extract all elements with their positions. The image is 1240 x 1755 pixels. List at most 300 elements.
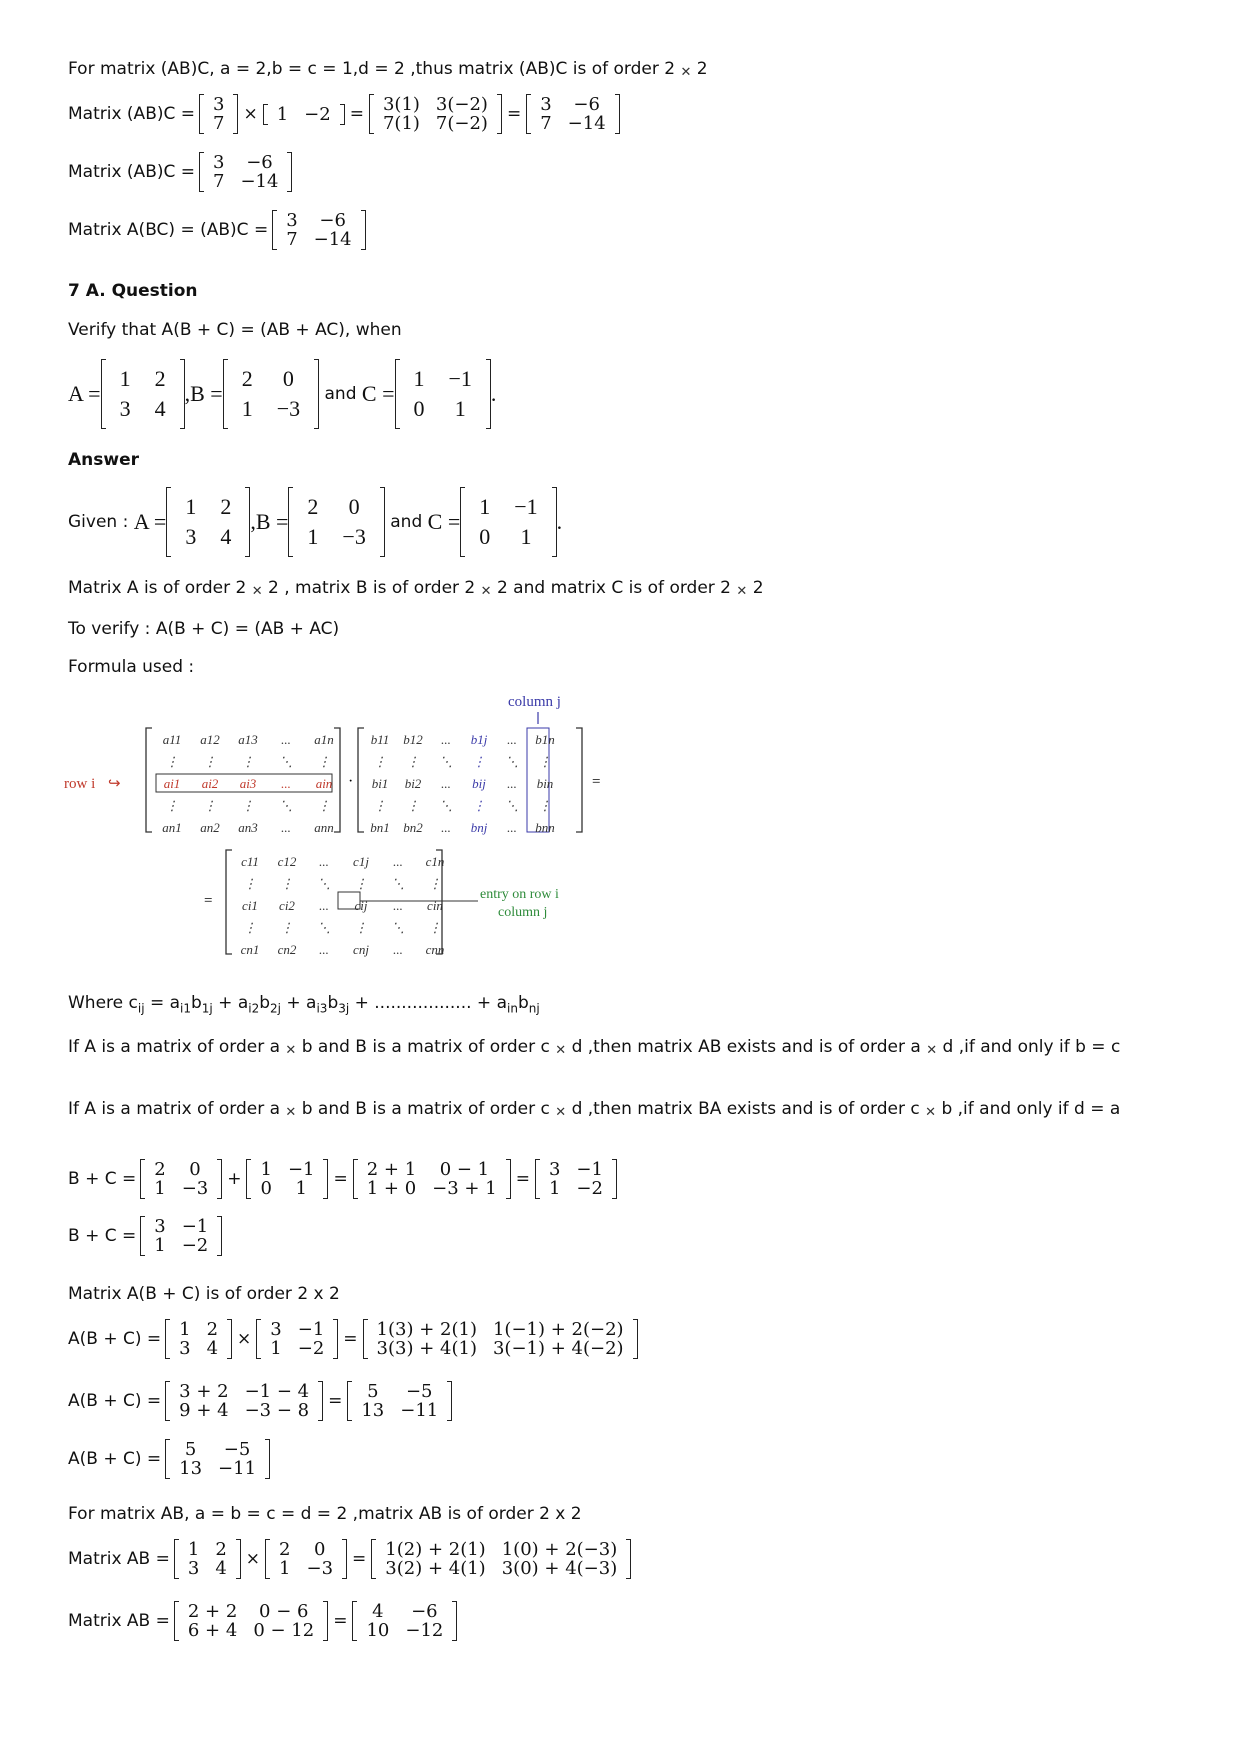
cell: 2 bbox=[220, 494, 232, 519]
matrix-label: ,B = bbox=[184, 381, 223, 406]
figure-matrix-cell: ... bbox=[393, 898, 403, 913]
row-i-label: row i bbox=[64, 776, 96, 792]
figure-matrix-cell: c1j bbox=[353, 854, 369, 869]
cell: 7(1) bbox=[382, 113, 420, 134]
figure-matrix-cell: ⋮ bbox=[317, 798, 331, 813]
figure-matrix-cell: ⋮ bbox=[538, 798, 552, 813]
plus-sign: + bbox=[227, 1169, 242, 1189]
times-sign: × bbox=[243, 104, 258, 124]
cell: 0 bbox=[189, 1159, 201, 1180]
cell: 1(−1) + 2(−2) bbox=[492, 1319, 624, 1340]
cell: 5 bbox=[184, 1439, 197, 1460]
cell: −5 bbox=[405, 1381, 433, 1402]
cell: 1 bbox=[279, 1558, 291, 1579]
cell: −2 bbox=[576, 1178, 603, 1199]
figure-matrix-cell: ⋮ bbox=[203, 754, 217, 769]
cell: 0 bbox=[348, 494, 360, 519]
cell: 3 + 2 bbox=[179, 1381, 229, 1402]
equation-label: A(B + C) = bbox=[68, 1449, 162, 1469]
equation-label: Matrix (AB)C = bbox=[68, 104, 196, 124]
figure-matrix-cell: ... bbox=[319, 898, 329, 913]
cell: −3 bbox=[181, 1178, 209, 1199]
matrix bbox=[165, 1382, 323, 1420]
cell: 3(0) + 4(−3) bbox=[501, 1558, 618, 1579]
cell: 10 bbox=[366, 1620, 390, 1641]
figure-matrix-cell: ai3 bbox=[239, 776, 257, 791]
text: + .................. + a bbox=[349, 993, 507, 1013]
figure-matrix-cell: ... bbox=[281, 820, 291, 835]
cell: 1 bbox=[520, 524, 532, 549]
times-icon: ✕ bbox=[555, 1043, 567, 1058]
text: b and B is a matrix of order c bbox=[296, 1037, 556, 1057]
figure-matrix-cell: b11 bbox=[370, 732, 390, 747]
figure-matrix-cell: ⋮ bbox=[373, 798, 387, 813]
figure-matrix-cell: bij bbox=[472, 776, 486, 791]
where-definition: Where $c_{ij} = a_{i1}b_{1j} + a_{i2}b_{2j} + a_{i3}b_{3j}$ + .................. + $a_{in}b_{nj}$ bbox=[68, 993, 540, 1016]
cell: 1(0) + 2(−3) bbox=[501, 1539, 618, 1560]
cell: 1(2) + 2(1) bbox=[385, 1539, 486, 1560]
times-icon: ✕ bbox=[925, 1105, 937, 1120]
cell: −11 bbox=[400, 1400, 439, 1421]
equation-a-bc-1 bbox=[68, 1320, 638, 1358]
cell: 1 bbox=[119, 366, 131, 391]
matrix bbox=[165, 1440, 270, 1478]
figure-matrix-cell: ... bbox=[441, 732, 451, 747]
cell: −6 bbox=[573, 94, 600, 115]
text: If A is a matrix of order a bbox=[68, 1099, 286, 1119]
entry-label: column j bbox=[498, 905, 548, 920]
figure-matrix-cell: c1n bbox=[425, 854, 445, 869]
cell: 0 − 1 bbox=[439, 1159, 490, 1180]
matrix bbox=[140, 1217, 222, 1255]
row-arrow-icon: ↪ bbox=[108, 776, 121, 792]
cell: 1 bbox=[413, 366, 425, 391]
matrix-b bbox=[223, 360, 319, 428]
subscript: in bbox=[507, 1001, 518, 1016]
bracket-right bbox=[334, 728, 340, 832]
figure-matrix-cell: ⋮ bbox=[354, 876, 368, 891]
figure-matrix-cell: ⋮ bbox=[241, 754, 255, 769]
cell: 7(−2) bbox=[435, 113, 488, 134]
matrix bbox=[174, 1602, 328, 1640]
cell: 3(−1) + 4(−2) bbox=[492, 1338, 624, 1359]
figure-matrix-cell: ⋮ bbox=[203, 798, 217, 813]
cell: 3 bbox=[270, 1319, 282, 1340]
figure-matrix-cell: ⋮ bbox=[280, 876, 294, 891]
figure-matrix-cell: ⋮ bbox=[243, 920, 257, 935]
cell: −2 bbox=[304, 103, 331, 125]
cell: 1 bbox=[479, 494, 491, 519]
figure-matrix-cell: ⋱ bbox=[505, 798, 519, 813]
equation-a-bc-2 bbox=[68, 1382, 452, 1420]
figure-matrix-cell: bnj bbox=[470, 820, 488, 835]
text: = a bbox=[144, 993, 181, 1013]
bracket-left bbox=[358, 728, 364, 832]
text: b ,if and only if d = a bbox=[936, 1099, 1121, 1119]
figure-matrix-cell: ⋱ bbox=[317, 920, 331, 935]
bracket-right bbox=[576, 728, 582, 832]
figure-matrix-cell: bn1 bbox=[370, 820, 390, 835]
text: 2 , matrix B is of order 2 bbox=[262, 578, 481, 598]
cell: 4 bbox=[206, 1338, 219, 1359]
to-verify: To verify : A(B + C) = (AB + AC) bbox=[68, 619, 340, 639]
equals-sign: = bbox=[506, 104, 522, 124]
period: . bbox=[490, 381, 497, 406]
equation-label: A(B + C) = bbox=[68, 1329, 162, 1349]
cell: −3 bbox=[276, 396, 301, 421]
subscript: ij bbox=[137, 1001, 145, 1016]
cell: 1 bbox=[548, 1178, 561, 1199]
cell: −12 bbox=[405, 1620, 444, 1641]
matrix-a bbox=[166, 488, 250, 556]
text: d ,if and only if b = c bbox=[937, 1037, 1121, 1057]
figure-matrix-cell: ai1 bbox=[163, 776, 181, 791]
cell: −14 bbox=[240, 171, 279, 192]
figure-matrix-cell: ⋮ bbox=[538, 754, 552, 769]
figure-matrix-cell: ... bbox=[441, 776, 451, 791]
text: If A is a matrix of order a bbox=[68, 1037, 286, 1057]
cell: 7 bbox=[213, 171, 225, 192]
equation-label: A(B + C) = bbox=[68, 1391, 162, 1411]
matrix-label: A = bbox=[133, 509, 167, 534]
figure-matrix-cell: a12 bbox=[200, 732, 220, 747]
question-text: Verify that A(B + C) = (AB + AC), when bbox=[68, 320, 402, 340]
figure-matrix-cell: ci1 bbox=[242, 898, 258, 913]
cell: 3 bbox=[119, 396, 131, 421]
text: 2 and matrix C is of order 2 bbox=[491, 578, 737, 598]
cell: 7 bbox=[286, 229, 298, 250]
matrix-c-cells bbox=[241, 854, 445, 957]
figure-matrix-cell: ain bbox=[315, 776, 333, 791]
times-icon: ✕ bbox=[480, 584, 492, 599]
cell: −1 bbox=[514, 494, 538, 519]
matrix-label: C = bbox=[427, 509, 461, 534]
cell: 1 bbox=[185, 494, 197, 519]
dot-operator: · bbox=[348, 773, 354, 790]
figure-matrix-cell: ⋮ bbox=[428, 920, 442, 935]
and-text: and bbox=[384, 512, 428, 532]
matrix bbox=[526, 95, 619, 133]
figure-matrix-cell: ⋮ bbox=[472, 798, 486, 813]
figure-matrix-cell: b1n bbox=[535, 732, 555, 747]
matrix bbox=[347, 1382, 452, 1420]
cell: −1 bbox=[576, 1159, 603, 1180]
equation-abc-1 bbox=[68, 95, 620, 133]
figure-matrix-cell: ⋮ bbox=[280, 920, 294, 935]
subscript: i3 bbox=[316, 1001, 328, 1016]
equation-label: Matrix (AB)C = bbox=[68, 162, 196, 182]
figure-matrix-cell: ... bbox=[393, 942, 403, 957]
cell: −2 bbox=[297, 1338, 325, 1359]
entry-label: entry on row i bbox=[480, 887, 559, 902]
cell: 7 bbox=[213, 113, 225, 134]
figure-matrix-cell: ⋮ bbox=[406, 798, 420, 813]
figure-matrix-cell: b12 bbox=[403, 732, 423, 747]
figure-matrix-cell: ann bbox=[314, 820, 334, 835]
figure-matrix-cell: an2 bbox=[200, 820, 220, 835]
matrix bbox=[272, 211, 365, 249]
ab-order-statement: For matrix AB, a = b = c = d = 2 ,matrix AB is of order 2 x 2 bbox=[68, 1504, 582, 1524]
cell: −11 bbox=[218, 1458, 257, 1479]
text: d ,then matrix AB exists and is of order a bbox=[566, 1037, 927, 1057]
matrix bbox=[535, 1160, 617, 1198]
cell: 1 bbox=[307, 524, 319, 549]
cell: 1 bbox=[270, 1338, 282, 1359]
equation-abc-3 bbox=[68, 211, 366, 249]
cell: −5 bbox=[223, 1439, 251, 1460]
cell: 6 + 4 bbox=[187, 1620, 238, 1641]
formula-used: Formula used : bbox=[68, 657, 195, 677]
figure-matrix-cell: ⋮ bbox=[406, 754, 420, 769]
figure-matrix-cell: cn1 bbox=[240, 942, 260, 957]
cell: −6 bbox=[246, 152, 273, 173]
cell: −14 bbox=[567, 113, 606, 134]
order-statement-abc bbox=[68, 58, 708, 84]
matrix-c bbox=[395, 360, 491, 428]
subscript: 3j bbox=[338, 1001, 350, 1016]
cell: 1 bbox=[241, 396, 253, 421]
times-icon: ✕ bbox=[736, 584, 748, 599]
figure-matrix-cell: c11 bbox=[241, 854, 259, 869]
matrix bbox=[352, 1602, 457, 1640]
figure-matrix-cell: cin bbox=[427, 898, 443, 913]
figure-matrix-cell: ⋮ bbox=[165, 754, 179, 769]
matrix bbox=[199, 153, 292, 191]
cell: 7 bbox=[540, 113, 552, 134]
question-matrices bbox=[68, 360, 496, 428]
cell: −2 bbox=[181, 1235, 209, 1256]
cell: 0 bbox=[260, 1178, 272, 1199]
period: . bbox=[556, 509, 563, 534]
cell: 4 bbox=[215, 1558, 227, 1579]
figure-matrix-cell: ⋱ bbox=[279, 754, 293, 769]
figure-matrix-cell: ⋱ bbox=[317, 876, 331, 891]
times-icon: ✕ bbox=[680, 65, 692, 80]
cell: −1 bbox=[448, 366, 472, 391]
cell: 13 bbox=[179, 1458, 203, 1479]
cell: 3 bbox=[286, 210, 298, 231]
cell: 2 bbox=[154, 1159, 166, 1180]
text: 2 bbox=[747, 578, 764, 598]
equation-label: B + C = bbox=[68, 1226, 137, 1246]
cell: 3 bbox=[187, 1558, 200, 1579]
figure-matrix-cell: b1j bbox=[470, 732, 488, 747]
matrix bbox=[256, 1320, 338, 1358]
and-text: and bbox=[319, 384, 362, 404]
cell: 1(3) + 2(1) bbox=[376, 1319, 477, 1340]
matrix bbox=[246, 1160, 328, 1198]
times-icon: ✕ bbox=[926, 1043, 938, 1058]
equation-label: Matrix AB = bbox=[68, 1549, 170, 1569]
figure-matrix-cell: cnn bbox=[425, 942, 445, 957]
order-statement bbox=[68, 577, 764, 603]
cell: −6 bbox=[411, 1601, 438, 1622]
given-matrices bbox=[68, 488, 562, 556]
figure-matrix-cell: ⋱ bbox=[391, 876, 405, 891]
figure-matrix-cell: ... bbox=[393, 854, 403, 869]
figure-matrix-cell: a1n bbox=[314, 732, 334, 747]
cell: −6 bbox=[319, 210, 346, 231]
equation-abc-2 bbox=[68, 153, 292, 191]
cell: −1 bbox=[181, 1216, 209, 1237]
cell: 1 bbox=[154, 1235, 166, 1256]
matrix bbox=[140, 1160, 222, 1198]
text: b and B is a matrix of order c bbox=[296, 1099, 556, 1119]
cell: 9 + 4 bbox=[179, 1400, 229, 1421]
answer-heading: Answer bbox=[68, 450, 139, 470]
figure-matrix-cell: ... bbox=[319, 942, 329, 957]
cell: 2 bbox=[307, 494, 319, 519]
subscript: nj bbox=[528, 1001, 540, 1016]
figure-matrix-cell: bin bbox=[536, 776, 554, 791]
equation-label: B + C = bbox=[68, 1169, 137, 1189]
matrix bbox=[265, 1540, 347, 1578]
figure-matrix-cell: ⋮ bbox=[165, 798, 179, 813]
cell: −3 + 1 bbox=[432, 1178, 497, 1199]
figure-matrix-cell: ⋱ bbox=[391, 920, 405, 935]
subscript: i2 bbox=[248, 1001, 260, 1016]
figure-matrix-cell: ⋮ bbox=[428, 876, 442, 891]
cell: −3 − 8 bbox=[244, 1400, 310, 1421]
column-j-label: column j bbox=[508, 694, 561, 710]
figure-matrix-cell: ... bbox=[441, 820, 451, 835]
cell: 3 bbox=[185, 524, 197, 549]
figure-matrix-cell: cij bbox=[354, 898, 368, 913]
equation-b-plus-c-2 bbox=[68, 1217, 222, 1255]
figure-matrix-cell: bi1 bbox=[371, 776, 389, 791]
cell: 3 bbox=[213, 152, 225, 173]
cell: 4 bbox=[372, 1601, 384, 1622]
times-icon: ✕ bbox=[251, 584, 263, 599]
cell: 1 bbox=[187, 1539, 200, 1560]
cell: −1 bbox=[287, 1159, 315, 1180]
equation-ab-2 bbox=[68, 1602, 457, 1640]
equation-label: Matrix A(BC) = (AB)C = bbox=[68, 220, 269, 240]
matrix bbox=[174, 1540, 241, 1578]
bracket-left bbox=[146, 728, 152, 832]
figure-matrix-cell: cnj bbox=[353, 942, 369, 957]
matrix bbox=[369, 95, 502, 133]
cell: 13 bbox=[361, 1400, 385, 1421]
text: 2 bbox=[691, 59, 708, 79]
cell: 0 bbox=[479, 524, 491, 549]
bracket-left bbox=[226, 850, 232, 954]
cell: −1 − 4 bbox=[244, 1381, 310, 1402]
cell: 1 bbox=[454, 396, 466, 421]
cell: 1 + 0 bbox=[366, 1178, 417, 1199]
figure-matrix-cell: ⋮ bbox=[317, 754, 331, 769]
cell: 3(3) + 4(1) bbox=[376, 1338, 477, 1359]
equation-ab-1 bbox=[68, 1540, 631, 1578]
figure-matrix-cell: ⋱ bbox=[439, 754, 453, 769]
figure-matrix-cell: cn2 bbox=[277, 942, 297, 957]
cell: 5 bbox=[367, 1381, 379, 1402]
rule-ba bbox=[68, 1098, 1168, 1124]
cell: 2 bbox=[279, 1539, 291, 1560]
figure-matrix-cell: ... bbox=[281, 776, 291, 791]
cell: −14 bbox=[313, 229, 352, 250]
cell: 0 bbox=[314, 1539, 326, 1560]
matrix bbox=[263, 105, 345, 124]
matrix-label: ,B = bbox=[250, 509, 289, 534]
figure-matrix-cell: ⋮ bbox=[373, 754, 387, 769]
cell: 2 bbox=[154, 366, 166, 391]
cell: 0 − 6 bbox=[259, 1601, 309, 1622]
cell: 1 bbox=[179, 1319, 191, 1340]
text: Matrix A is of order 2 bbox=[68, 578, 252, 598]
figure-matrix-cell: ... bbox=[507, 820, 517, 835]
cell: 4 bbox=[220, 524, 232, 549]
times-icon: ✕ bbox=[285, 1043, 297, 1058]
cell: 2 bbox=[206, 1319, 219, 1340]
figure-matrix-cell: ai2 bbox=[201, 776, 219, 791]
cell: −3 bbox=[342, 524, 366, 549]
matrix bbox=[353, 1160, 511, 1198]
figure-matrix-cell: c12 bbox=[277, 854, 297, 869]
figure-matrix-cell: an1 bbox=[162, 820, 182, 835]
cell: 3 bbox=[179, 1338, 191, 1359]
matrix bbox=[165, 1320, 232, 1358]
subscript: 1j bbox=[201, 1001, 213, 1016]
cell: 0 bbox=[413, 396, 425, 421]
equation-b-plus-c-1 bbox=[68, 1160, 617, 1198]
cell: 3 bbox=[213, 94, 225, 115]
text: d ,then matrix BA exists and is of order c bbox=[566, 1099, 926, 1119]
figure-matrix-cell: a11 bbox=[162, 732, 182, 747]
cell: 2 bbox=[241, 366, 253, 391]
equals-sign: = bbox=[343, 1329, 358, 1349]
cell: 3 bbox=[154, 1216, 166, 1237]
matrix-a-cells bbox=[162, 732, 334, 835]
matrix bbox=[199, 95, 238, 133]
order-abc-statement: Matrix A(B + C) is of order 2 x 2 bbox=[68, 1284, 340, 1304]
question-heading: 7 A. Question bbox=[68, 281, 198, 301]
equals-sign: = bbox=[333, 1611, 348, 1631]
matrix-c bbox=[460, 488, 556, 556]
cell: 1 bbox=[154, 1178, 166, 1199]
matrix-multiplication-figure bbox=[60, 690, 680, 980]
equation-a-bc-3 bbox=[68, 1440, 270, 1478]
figure-matrix-cell: ci2 bbox=[279, 898, 295, 913]
cell: 3(−2) bbox=[435, 94, 488, 115]
equals-sign: = bbox=[592, 774, 601, 790]
times-icon: ✕ bbox=[555, 1105, 567, 1120]
equals-sign: = bbox=[349, 104, 364, 124]
figure-matrix-cell: an3 bbox=[238, 820, 258, 835]
text: Where c bbox=[68, 993, 138, 1013]
cell: 1 bbox=[295, 1178, 307, 1199]
cell: 1 bbox=[276, 103, 289, 125]
subscript: i1 bbox=[180, 1001, 191, 1016]
cell: 0 − 12 bbox=[253, 1620, 315, 1641]
matrix-label: A = bbox=[68, 381, 101, 406]
matrix bbox=[371, 1540, 631, 1578]
equals-sign: = bbox=[328, 1391, 343, 1411]
equals-sign: = bbox=[352, 1549, 367, 1569]
figure-matrix-cell: ... bbox=[507, 776, 517, 791]
equals-sign: = bbox=[515, 1169, 530, 1189]
figure-matrix-cell: a13 bbox=[238, 732, 258, 747]
matrix-b bbox=[288, 488, 384, 556]
cell: 1 bbox=[260, 1159, 272, 1180]
cell: −1 bbox=[297, 1319, 325, 1340]
given-label: Given : bbox=[68, 512, 134, 532]
matrix bbox=[363, 1320, 638, 1358]
figure-matrix-cell: ⋱ bbox=[279, 798, 293, 813]
times-icon: ✕ bbox=[285, 1105, 297, 1120]
text: For matrix (AB)C, a = 2,b = c = 1,d = 2 ,thus matrix (AB)C is of order 2 bbox=[68, 59, 681, 79]
equation-label: Matrix AB = bbox=[68, 1611, 170, 1631]
